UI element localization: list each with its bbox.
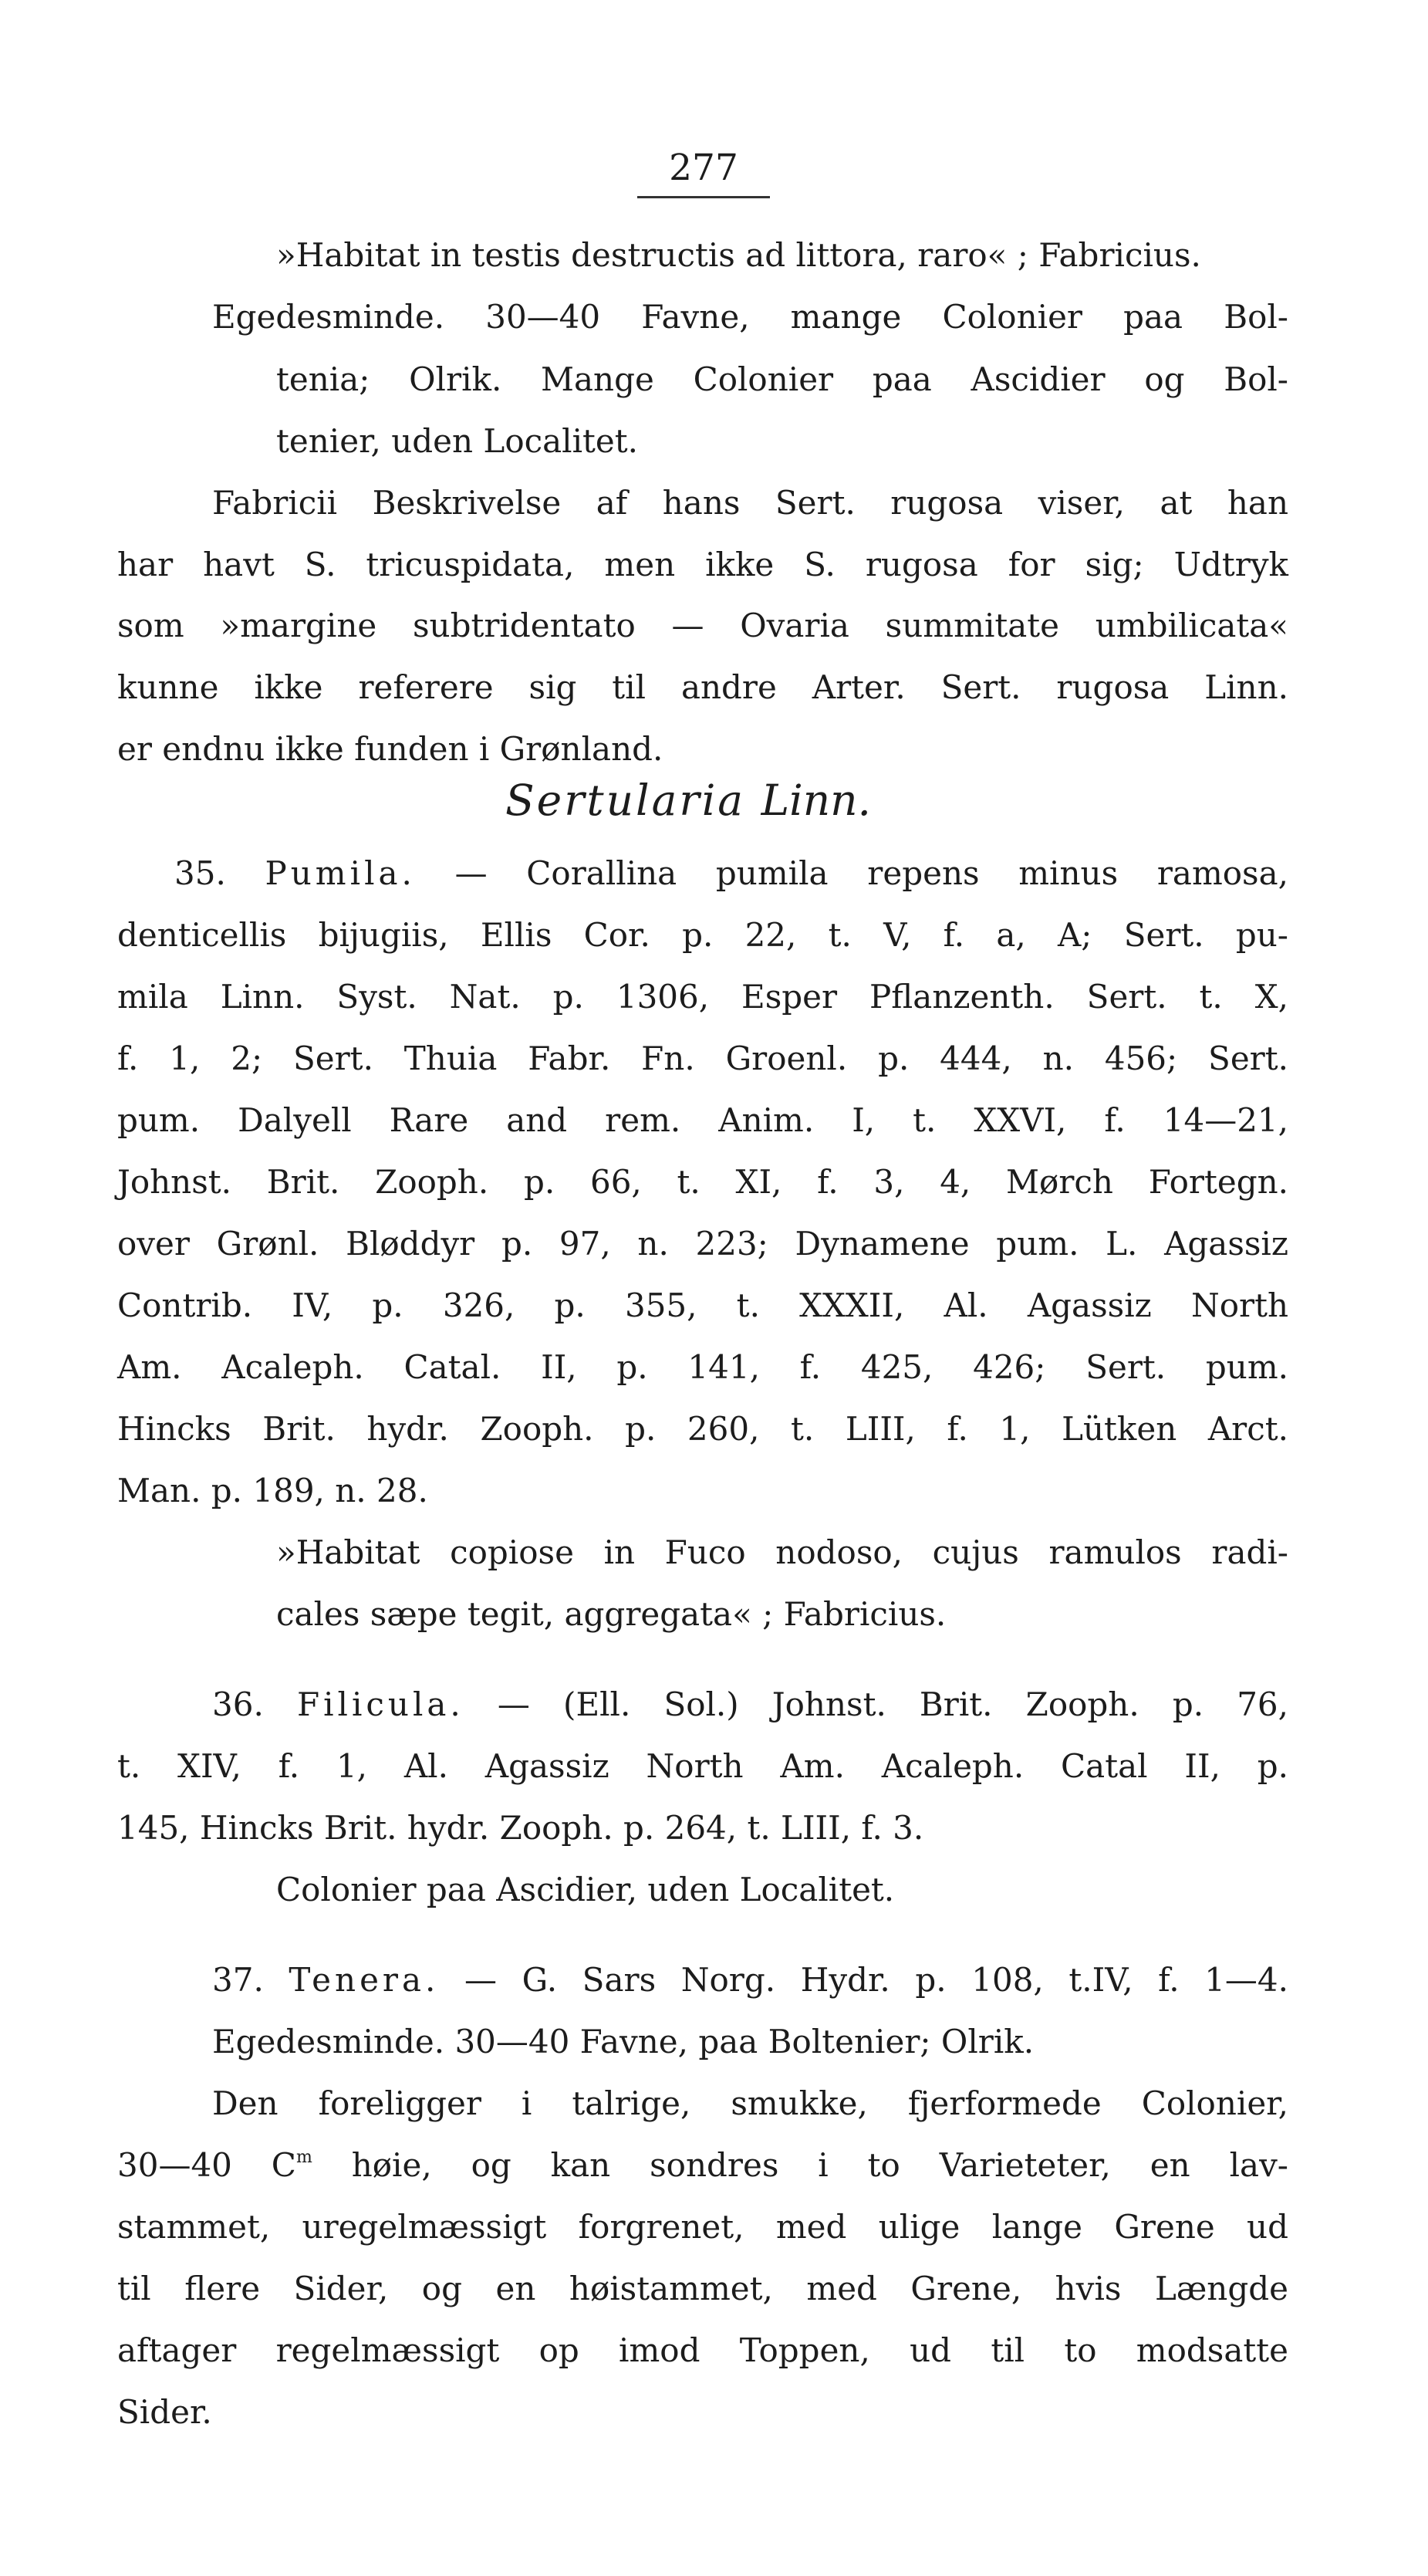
habitat-quote-line: cales sæpe tegit, aggregata« ; Fabricius.: [276, 1595, 947, 1633]
synonymy-line: Johnst. Brit. Zooph. p. 66, t. XI, f. 3, 4, Mørch Fortegn.: [117, 1163, 1288, 1201]
synonymy-line: Man. p. 189, n. 28.: [117, 1472, 428, 1509]
description-line: Sider.: [117, 2393, 212, 2431]
synonymy-line: f. 1, 2; Sert. Thuia Fabr. Fn. Groenl. p. 444, n. 456; Sert.: [117, 1040, 1288, 1077]
locality-line: tenia; Olrik. Mange Colonier paa Ascidier og Bol-: [276, 360, 1288, 398]
locality-line: tenier, uden Localitet.: [276, 422, 638, 460]
synonymy-line: over Grønl. Bløddyr p. 97, n. 223; Dynamene pum. L. Agassiz: [117, 1225, 1288, 1263]
remark-line: Fabricii Beskrivelse af hans Sert. rugosa viser, at han: [212, 484, 1288, 522]
description-line: Den foreligger i talrige, smukke, fjerformede Colonier,: [212, 2084, 1288, 2122]
synonymy-line: Contrib. IV, p. 326, p. 355, t. XXXII, Al. Agassiz North: [117, 1286, 1288, 1324]
remark-line: er endnu ikke funden i Grønland.: [117, 730, 663, 768]
entry-36-heading-line: [212, 1683, 1288, 1726]
entry-number: 35.: [174, 854, 226, 892]
species-name: Tenera.: [289, 1961, 440, 1999]
description-line: til flere Sider, og en høistammet, med Grene, hvis Længde: [117, 2270, 1288, 2307]
synonym-text: — (Ell. Sol.) Johnst. Brit. Zooph. p. 76,: [497, 1685, 1288, 1723]
entry-37-heading-line: [212, 1959, 1288, 2002]
species-name: Pumila.: [265, 854, 416, 892]
synonymy-line: 145, Hincks Brit. hydr. Zooph. p. 264, t. LIII, f. 3.: [117, 1809, 924, 1847]
habitat-quote-line: »Habitat copiose in Fuco nodoso, cujus ramulos radi-: [276, 1533, 1288, 1571]
locality-line: Colonier paa Ascidier, uden Localitet.: [276, 1871, 895, 1908]
synonymy-line: denticellis bijugiis, Ellis Cor. p. 22, t. V, f. a, A; Sert. pu-: [117, 916, 1288, 954]
synonym-text: — Corallina pumila repens minus ramosa,: [454, 854, 1289, 892]
description-line: aftager regelmæssigt op imod Toppen, ud til to modsatte: [117, 2331, 1288, 2369]
page-number: 277: [637, 147, 770, 198]
description-text: høie, og kan sondres i to Varieteter, en lav-: [312, 2146, 1288, 2184]
remark-line: som »margine subtridentato — Ovaria summitate umbilicata«: [117, 607, 1288, 644]
remark-line: kunne ikke referere sig til andre Arter. Sert. rugosa Linn.: [117, 668, 1288, 706]
synonym-text: — G. Sars Norg. Hydr. p. 108, t.IV, f. 1—4.: [464, 1961, 1288, 1999]
synonymy-line: pum. Dalyell Rare and rem. Anim. I, t. XXVI, f. 14—21,: [117, 1101, 1288, 1139]
genus-authority: Linn.: [761, 776, 872, 825]
locality-line: Egedesminde. 30—40 Favne, mange Colonier paa Bol-: [212, 298, 1288, 336]
synonymy-line: t. XIV, f. 1, Al. Agassiz North Am. Acaleph. Catal II, p.: [117, 1747, 1288, 1785]
entry-35-heading-line: [174, 852, 1288, 895]
species-name: Filicula.: [296, 1685, 464, 1723]
synonymy-line: Am. Acaleph. Catal. II, p. 141, f. 425, 426; Sert. pum.: [117, 1348, 1288, 1386]
section-heading: [505, 774, 871, 827]
genus-name: Sertularia: [505, 776, 746, 825]
synonymy-line: Hincks Brit. hydr. Zooph. p. 260, t. LIII, f. 1, Lütken Arct.: [117, 1410, 1288, 1448]
habitat-quote-line: »Habitat in testis destructis ad littora, raro« ; Fabricius.: [276, 236, 1201, 274]
unit-superscript: m: [295, 2148, 312, 2167]
description-line: stammet, uregelmæssigt forgrenet, med ulige lange Grene ud: [117, 2208, 1288, 2246]
synonymy-line: mila Linn. Syst. Nat. p. 1306, Esper Pflanzenth. Sert. t. X,: [117, 978, 1288, 1016]
entry-number: 37.: [212, 1961, 264, 1999]
description-line: [117, 2144, 1288, 2187]
locality-line: Egedesminde. 30—40 Favne, paa Boltenier; Olrik.: [212, 2023, 1035, 2060]
size-value: 30—40 C: [117, 2146, 296, 2184]
remark-line: har havt S. tricuspidata, men ikke S. rugosa for sig; Udtryk: [117, 546, 1288, 583]
entry-number: 36.: [212, 1685, 264, 1723]
